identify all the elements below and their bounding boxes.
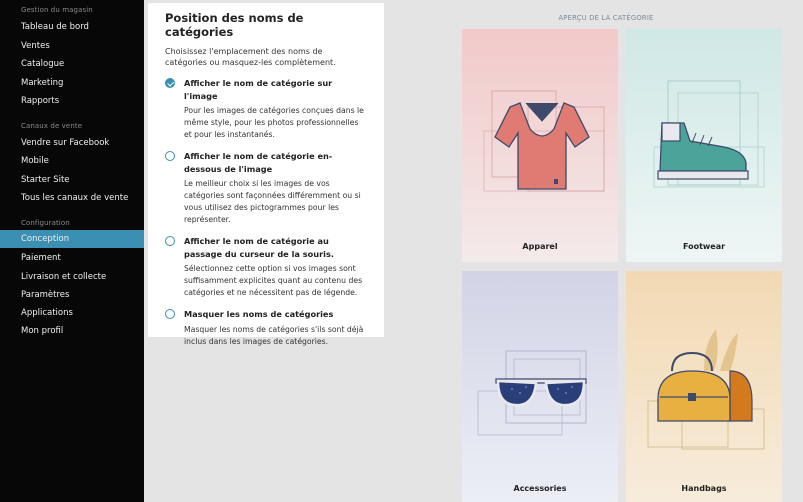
sidebar-section-title: Gestion du magasin [21, 6, 93, 14]
sneaker-icon [626, 29, 782, 262]
handbag-icon [626, 271, 782, 502]
tshirt-icon [462, 29, 618, 262]
sidebar-item-all-channels[interactable]: Tous les canaux de vente [21, 193, 129, 203]
option-hide-names[interactable] [165, 308, 366, 348]
sidebar-item-payment[interactable]: Paiement [21, 253, 61, 263]
option-title: Afficher le nom de catégorie sur l'image [184, 78, 333, 101]
radio-checked-icon[interactable] [165, 78, 175, 88]
category-card-accessories[interactable] [462, 271, 618, 502]
radio-icon[interactable] [165, 309, 175, 319]
sidebar-item-sales[interactable]: Ventes [21, 41, 50, 51]
option-title: Afficher le nom de catégorie en-dessous de l'image [184, 151, 333, 174]
panel-description: Choisissez l'emplacement des noms de catégories ou masquez-les complètement. [165, 47, 336, 67]
option-name-on-hover[interactable] [165, 235, 366, 299]
option-title: Masquer les noms de catégories [184, 309, 334, 319]
option-title: Afficher le nom de catégorie au passage du curseur de la souris. [184, 236, 334, 259]
sidebar-item-settings[interactable]: Paramètres [21, 290, 70, 300]
sidebar-item-apps[interactable]: Applications [21, 308, 73, 318]
radio-icon[interactable] [165, 151, 175, 161]
sidebar-item-shipping[interactable]: Livraison et collecte [21, 272, 107, 282]
option-description: Pour les images de catégories conçues dans le même style, pour les photos professionnelles et pour les instantanés. [184, 106, 364, 139]
category-card-footwear[interactable] [626, 29, 782, 262]
sunglasses-icon [462, 271, 618, 502]
sidebar-item-starter-site[interactable]: Starter Site [21, 175, 70, 185]
preview-title: APERÇU DE LA CATÉGORIE [558, 14, 654, 22]
option-description: Masquer les noms de catégories s'ils sont déjà inclus dans les images de catégories. [184, 324, 364, 346]
category-card-apparel[interactable] [462, 29, 618, 262]
option-description: Sélectionnez cette option si vos images sont suffisamment explicites quant au contenu des catégories et ne nécessitent pas de légende. [184, 264, 363, 297]
category-name-position-panel [148, 3, 384, 346]
sidebar-item-design[interactable]: Conception [0, 230, 144, 248]
radio-icon[interactable] [165, 236, 175, 246]
option-description: Le meilleur choix si les images de vos catégories sont façonnées différemment ou si vous utilisez des pictogrammes pour les représenter. [184, 179, 361, 224]
category-label: Handbags [681, 484, 727, 493]
sidebar-item-reports[interactable]: Rapports [21, 96, 60, 106]
sidebar-item-facebook[interactable]: Vendre sur Facebook [21, 138, 110, 148]
category-card-handbags[interactable] [626, 271, 782, 502]
sidebar-item-mobile[interactable]: Mobile [21, 156, 49, 166]
category-label: Accessories [513, 484, 567, 493]
sidebar-item-profile[interactable]: Mon profil [21, 326, 64, 336]
category-label: Footwear [682, 242, 726, 251]
option-name-below-image[interactable] [165, 150, 366, 226]
sidebar-item-catalog[interactable]: Catalogue [21, 59, 65, 69]
panel-title: Position des noms de catégories [165, 11, 304, 39]
sidebar-item-marketing[interactable]: Marketing [21, 78, 64, 88]
option-name-on-image[interactable] [165, 77, 366, 141]
sidebar-section-title: Canaux de vente [21, 122, 83, 130]
category-label: Apparel [522, 242, 558, 251]
sidebar-section-title: Configuration [21, 219, 70, 227]
sidebar-item-dashboard[interactable]: Tableau de bord [21, 22, 89, 32]
sidebar [0, 0, 144, 502]
